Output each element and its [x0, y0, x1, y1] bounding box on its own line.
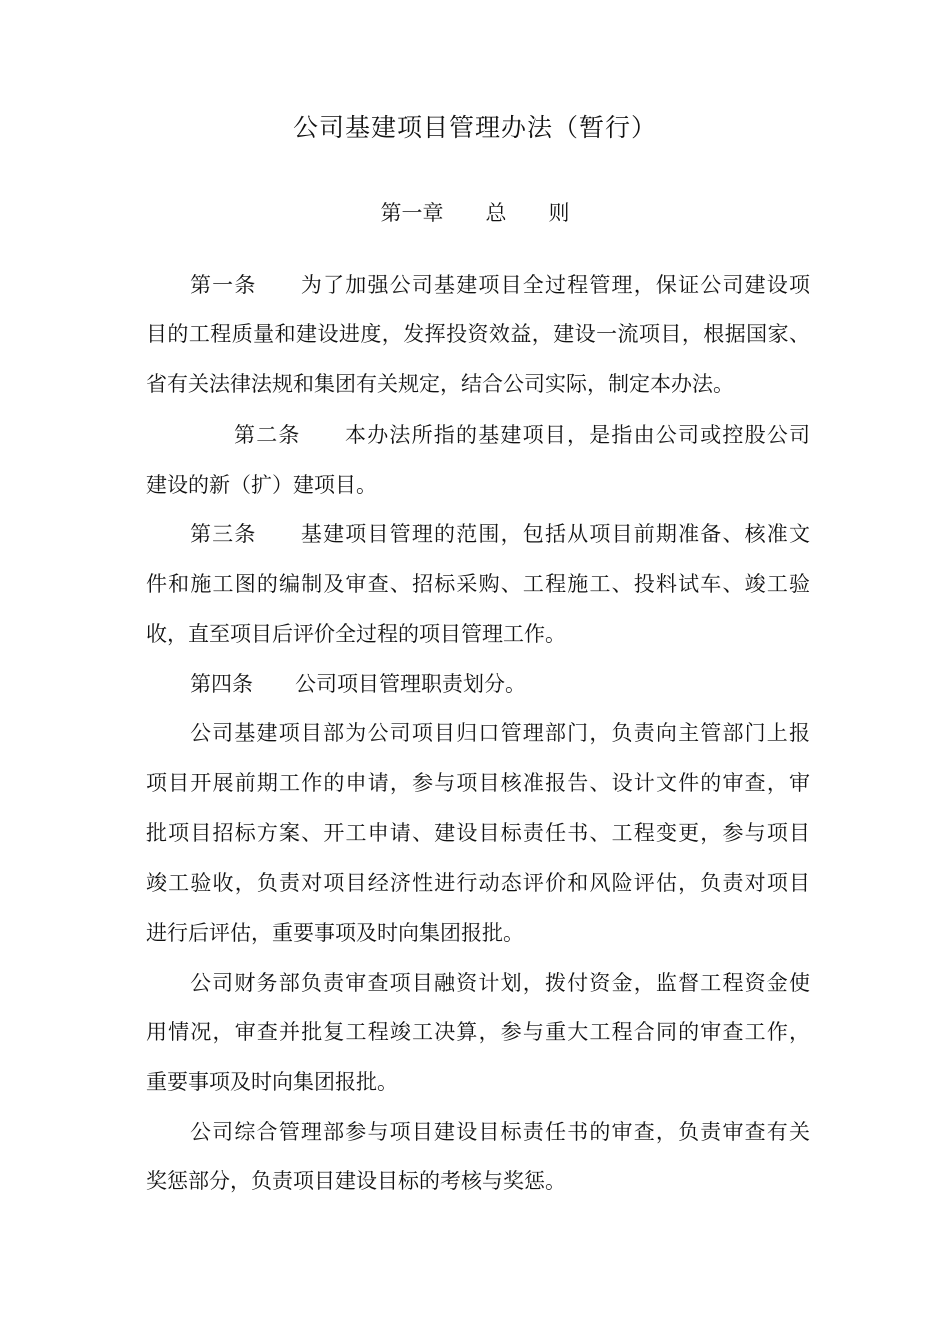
article-2-line-1: 第二条 本办法所指的基建项目，是指由公司或控股公司 — [234, 423, 810, 447]
paragraph-project-dept-line-2: 项目开展前期工作的申请，参与项目核准报告、设计文件的审查，审 — [146, 771, 810, 795]
article-1-line-3: 省有关法律法规和集团有关规定，结合公司实际，制定本办法。 — [146, 372, 734, 396]
article-3-line-1: 第三条 基建项目管理的范围，包括从项目前期准备、核准文 — [190, 522, 810, 546]
article-3-line-2: 件和施工图的编制及审查、招标采购、工程施工、投料试车、竣工验 — [146, 572, 810, 596]
paragraph-admin-dept-line-2: 奖惩部分，负责项目建设目标的考核与奖惩。 — [146, 1169, 566, 1193]
chapter-heading: 第一章 总 则 — [380, 201, 570, 225]
paragraph-project-dept-line-4: 竣工验收，负责对项目经济性进行动态评价和风险评估，负责对项目 — [146, 871, 810, 895]
paragraph-project-dept-line-5: 进行后评估，重要事项及时向集团报批。 — [146, 921, 524, 945]
document-title: 公司基建项目管理办法（暂行） — [292, 113, 657, 142]
paragraph-project-dept-line-1: 公司基建项目部为公司项目归口管理部门，负责向主管部门上报 — [190, 721, 810, 745]
paragraph-finance-dept-line-3: 重要事项及时向集团报批。 — [146, 1070, 398, 1094]
paragraph-finance-dept-line-2: 用情况，审查并批复工程竣工决算，参与重大工程合同的审查工作， — [146, 1020, 810, 1044]
paragraph-project-dept-line-3: 批项目招标方案、开工申请、建设目标责任书、工程变更，参与项目 — [146, 821, 810, 845]
article-1-line-1: 第一条 为了加强公司基建项目全过程管理，保证公司建设项 — [190, 273, 810, 297]
paragraph-finance-dept-line-1: 公司财务部负责审查项目融资计划，拨付资金，监督工程资金使 — [190, 971, 810, 995]
article-2-line-2: 建设的新（扩）建项目。 — [146, 473, 377, 497]
article-1-line-2: 目的工程质量和建设进度，发挥投资效益，建设一流项目，根据国家、 — [146, 322, 810, 346]
article-4-heading: 第四条 公司项目管理职责划分。 — [190, 672, 526, 696]
article-3-line-3: 收，直至项目后评价全过程的项目管理工作。 — [146, 622, 566, 646]
paragraph-admin-dept-line-1: 公司综合管理部参与项目建设目标责任书的审查，负责审查有关 — [190, 1120, 810, 1144]
